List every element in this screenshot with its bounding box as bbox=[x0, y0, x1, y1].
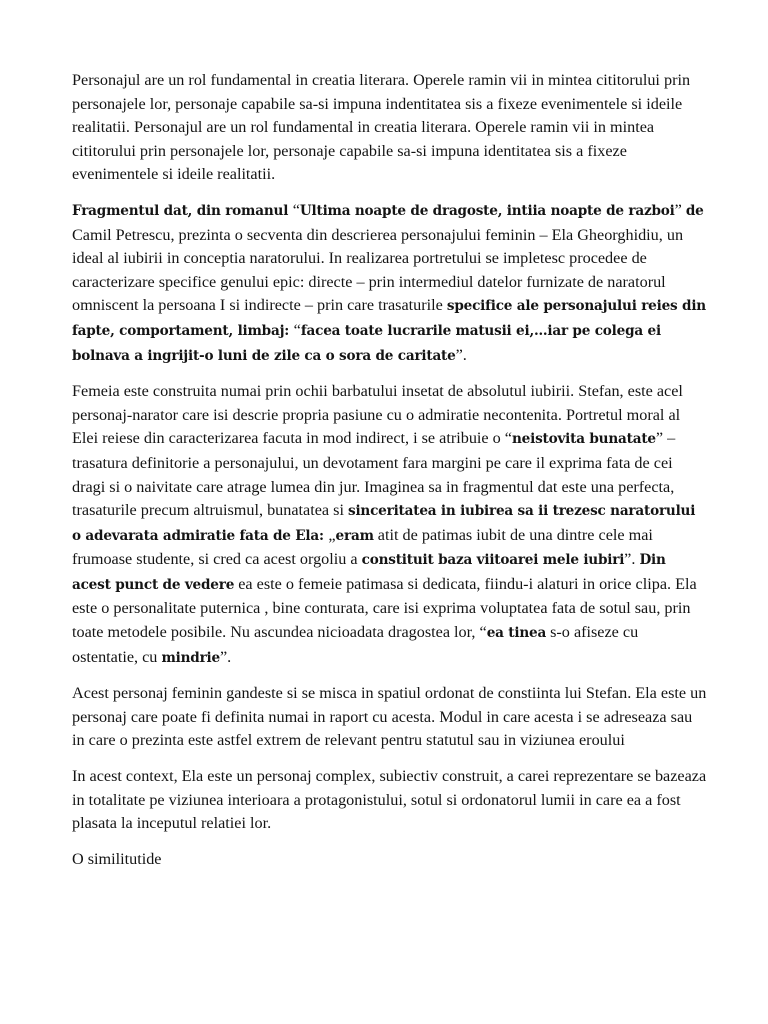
paragraph bbox=[72, 69, 708, 187]
text-segment: ” – trasatura definitorie a personajului, un devotament fara margini pe care il exprima fata de cei dragi si o naivitate care atrage lumea din jur. Imaginea sa in fragmentul dat este una perfecta, trasaturile precum altruismul, bunatatea si bbox=[72, 429, 676, 520]
paragraph bbox=[72, 380, 708, 670]
highlighted-text: de bbox=[685, 202, 704, 219]
text-segment: „ bbox=[328, 525, 336, 544]
text-segment: ”. bbox=[455, 345, 467, 364]
text-segment: Femeia este construita numai prin ochii barbatului insetat de absolutul iubirii. Stefan, este acel personaj-narator care isi descrie propria pasiune cu o admiratie necontenita. Portretul moral al Elei reiese din caracterizarea facuta in mod indirect, i se atribuie o bbox=[72, 382, 683, 448]
text-segment: ” bbox=[674, 200, 686, 219]
highlighted-text: Fragmentul dat, din romanul bbox=[72, 202, 293, 219]
highlighted-text: Ultima noapte de dragoste, intiia noapte de razboi bbox=[299, 202, 675, 219]
paragraph bbox=[72, 765, 708, 836]
text-segment: atit de patimas iubit de una dintre cele mai frumoase studente, si cred ca acest orgoliu a bbox=[72, 525, 653, 569]
text-segment: In acest context, Ela este un personaj complex, subiectiv construit, a carei reprezentare se bazeaza in totalitate pe viziunea interioara a protagonistului, sotul si ordonatorul lumii in care ea a fost plasata la inceputul relatiei lor. bbox=[72, 767, 707, 833]
text-segment: “ bbox=[293, 320, 301, 339]
highlighted-text: constituit baza viitoarei mele iubiri bbox=[361, 552, 625, 569]
paragraph bbox=[72, 682, 708, 753]
text-segment: Acest personaj feminin gandeste si se misca in spatiul ordonat de constiinta lui Stefan. Ela este un personaj care poate fi definita numai in raport cu acesta. Modul in care acesta i se adreseaza sau in care o prezinta este astfel extrem de relevant pentru statutul sau in viziunea eroului bbox=[72, 684, 707, 750]
text-segment: O similitutide bbox=[72, 849, 162, 868]
text-segment: ea este o femeie patimasa si dedicata, fiindu-i alaturi in orice clipa. Ela este o personalitate puternica , bine conturata, care isi exprima voluptatea fata de sotul sau, prin toate metodele posibile. Nu ascundea nicioadata dragostea lor, bbox=[72, 574, 697, 642]
highlighted-text: Din acest punct de vedere bbox=[72, 552, 666, 593]
highlighted-text: eram bbox=[335, 527, 374, 544]
paragraph bbox=[72, 848, 708, 872]
highlighted-text: mindrie bbox=[161, 649, 220, 666]
highlighted-text: specifice ale personajului reies din fapte, comportament, limbaj: bbox=[72, 298, 706, 339]
text-segment: s-o afiseze cu ostentatie, cu bbox=[72, 623, 639, 666]
highlighted-text: neistovita bunatate bbox=[511, 431, 656, 448]
text-segment: Camil Petrescu, prezinta o secventa din descrierea personajului feminin – Ela Gheorghidiu, un ideal al iubirii in conceptia naratorului. In realizarea portretului se impletesc procedee de caracterizare specifice genului epic: directe – prin intermediul datelor furnizate de naratorul omniscent la persoana I si indirecte – prin care trasaturile bbox=[72, 225, 684, 315]
text-segment: ”. bbox=[624, 550, 640, 569]
highlighted-text: ea tinea bbox=[486, 625, 547, 642]
text-segment: Personajul are un rol fundamental in creatia literara. Operele ramin vii in mintea cititorului prin personajele lor, personaje capabile sa-si impuna indentitatea sis a fixeze evenimentele si ideile realitatii. Personajul are un rol fundamental in creatia literara. Operele ramin vii in mintea cititorului prin personajele lor, personaje capabile sa-si impuna identitatea sis a fixeze evenimentele si ideile realitatii. bbox=[72, 71, 691, 184]
highlighted-text: facea toate lucrarile matusii ei,…iar pe colega ei bolnava a ingrijit-o luni de zile ca o sora de caritate bbox=[72, 322, 661, 364]
highlighted-text: sinceritatea in iubirea sa ii trezesc naratorului o adevarata admiratie fata de Ela: bbox=[72, 503, 696, 544]
text-segment: ”. bbox=[219, 647, 232, 666]
paragraph bbox=[72, 199, 708, 368]
text-segment: “ bbox=[479, 623, 487, 642]
text-segment: “ bbox=[504, 429, 512, 448]
text-segment: “ bbox=[292, 200, 300, 219]
